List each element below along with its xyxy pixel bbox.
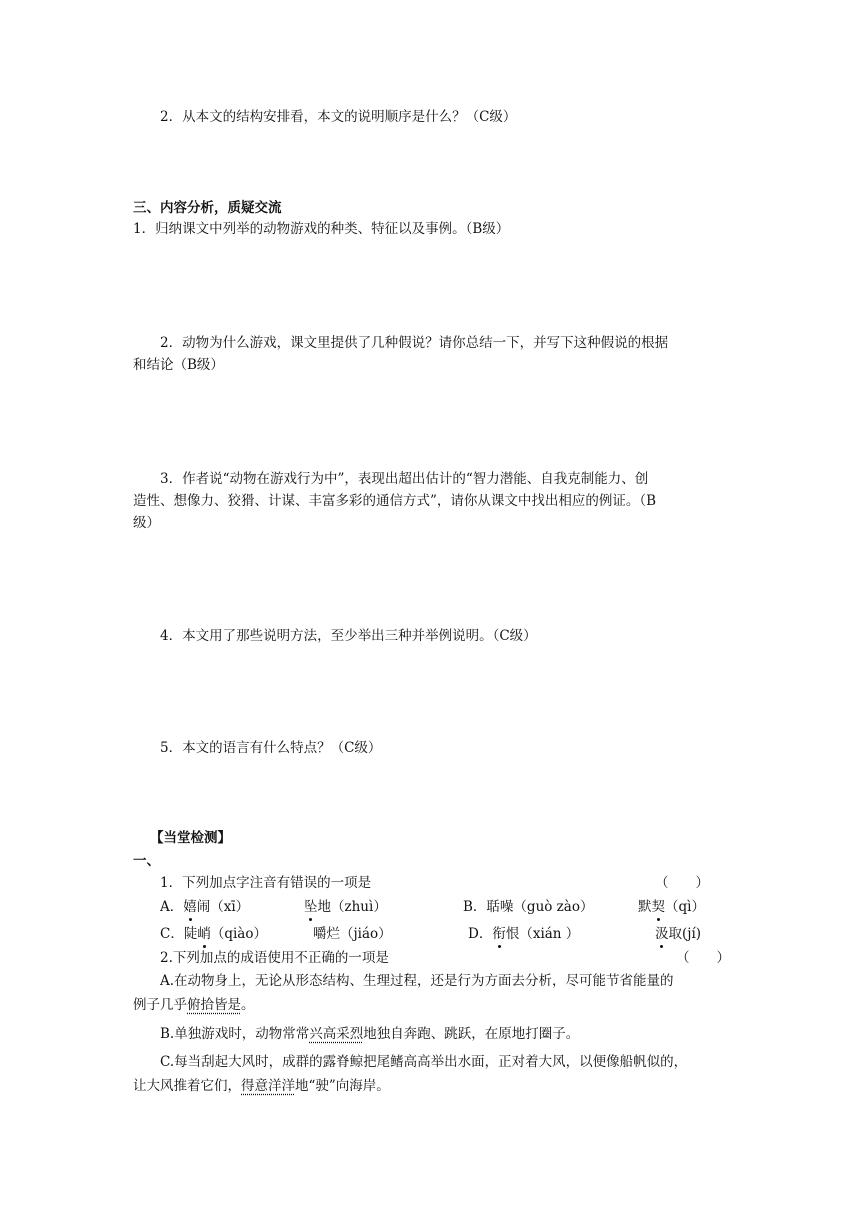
test-q2-stem: 2.下列加点的成语使用不正确的一项是 <box>160 950 389 966</box>
question-2-line-1: 2．动物为什么游戏，课文里提供了几种假说？请你总结一下，并写下这种假说的根据 <box>160 335 669 351</box>
test-heading: 【当堂检测】 <box>150 830 231 846</box>
question-3-line-1: 3．作者说“动物在游戏行为中”，表现出超出估计的“智力潜能、自我克制能力、创 <box>160 471 649 487</box>
q2-option-a-line-2 <box>133 995 255 1015</box>
dotted-char: 峭 <box>197 926 211 942</box>
q2-option-b <box>160 1024 579 1044</box>
option-c <box>160 924 267 944</box>
option-label: A． <box>160 899 184 915</box>
option-text: 。 <box>241 997 255 1013</box>
test-q1-stem: 1．下列加点字注音有错误的一项是 <box>160 875 372 891</box>
option-text: 取(jí) <box>668 926 702 942</box>
question-2-line-2: 和结论（B级） <box>133 357 224 373</box>
option-c-item-2 <box>313 924 392 944</box>
dotted-char: 汲 <box>655 926 669 942</box>
option-text: 例子几乎 <box>133 997 187 1013</box>
option-d-item-2 <box>655 924 701 944</box>
test-part-label: 一、 <box>133 853 160 869</box>
option-label: B． <box>463 899 487 915</box>
q2-option-a-line-1: A.在动物身上，无论从形态结构、生理过程，还是行为方面去分析，尽可能节省能量的 <box>160 973 674 989</box>
option-text: 地（zhuì） <box>317 899 387 915</box>
option-text: 闹（xī） <box>196 899 250 915</box>
option-text: 聒 <box>486 899 500 915</box>
question-order: 2．从本文的结构安排看，本文的说明顺序是什么？（C级） <box>160 109 517 125</box>
option-text: （qì） <box>665 899 705 915</box>
dotted-char: 嬉 <box>183 899 197 915</box>
dotted-phrase <box>187 997 241 1013</box>
option-text: 陡 <box>183 926 198 942</box>
q2-option-c-line-1: C.每当刮起大风时，成群的露脊鲸把尾鳍高高举出水面，正对着大风，以便像船帆似的， <box>160 1054 688 1070</box>
dotted-text: 得意洋洋 <box>241 1078 295 1094</box>
option-text: （qiào） <box>210 926 267 942</box>
option-text: 地“驶”向海岸。 <box>295 1078 390 1094</box>
option-b <box>463 897 593 917</box>
option-text: 烂（jiáo） <box>326 926 392 942</box>
option-text: 默 <box>638 899 652 915</box>
option-label: C． <box>160 926 184 942</box>
question-1: 1．归纳课文中列举的动物游戏的种类、特征以及事例。（B级） <box>133 221 510 237</box>
dotted-text: 俯拾皆是 <box>187 997 241 1013</box>
option-a-item-2 <box>304 897 387 917</box>
option-text: 地独自奔跑、跳跃，在原地打圈子。 <box>363 1026 580 1042</box>
question-4: 4．本文用了那些说明方法，至少举出三种并举例说明。（C级） <box>160 628 537 644</box>
dotted-char: 契 <box>651 899 665 915</box>
answer-bracket: （ ） <box>676 950 730 966</box>
dotted-text: 兴高采烈 <box>309 1026 364 1042</box>
answer-bracket: （ ） <box>655 875 709 891</box>
option-text: 让大风推着它们， <box>133 1078 241 1094</box>
option-label: D． <box>468 926 493 942</box>
question-3-line-3: 级） <box>133 515 160 531</box>
question-5: 5．本文的语言有什么特点？（C级） <box>160 740 382 756</box>
dotted-char: 坠 <box>304 899 318 915</box>
option-a <box>160 897 249 917</box>
q2-option-c-line-2 <box>133 1076 390 1096</box>
option-text: 恨（xián ） <box>505 926 580 942</box>
option-text: B.单独游戏时，动物常常 <box>160 1026 310 1042</box>
section-heading: 三、内容分析，质疑交流 <box>133 200 282 216</box>
option-text: 嚼 <box>313 926 327 942</box>
question-3-line-2: 造性、想像力、狡猾、计谋、丰富多彩的通信方式”，请你从课文中找出相应的例证。（B <box>133 493 657 509</box>
option-d <box>468 924 579 944</box>
dotted-char: 衔 <box>492 926 506 942</box>
option-b-item-2 <box>638 897 705 917</box>
option-text: 噪（guò zào） <box>499 899 594 915</box>
